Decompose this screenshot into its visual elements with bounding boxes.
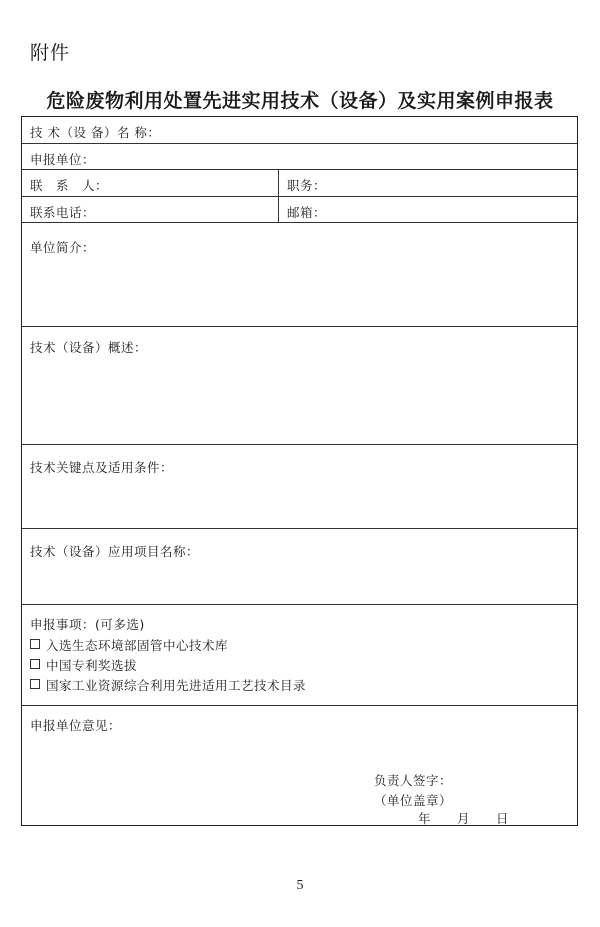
row-applicant (22, 144, 577, 170)
declaration-label: 申报事项：(可多选) (30, 617, 145, 632)
opinion-field[interactable] (22, 706, 577, 825)
position-label: 职务： (287, 178, 327, 193)
intro-label: 单位简介： (30, 240, 96, 255)
row-phone (22, 197, 577, 223)
project-name-label: 技术（设备）应用项目名称： (30, 544, 200, 559)
key-points-field[interactable] (22, 445, 577, 528)
date-label: 年 月 日 (418, 811, 510, 826)
contact-field[interactable] (22, 170, 278, 196)
intro-field[interactable] (22, 223, 577, 326)
row-overview (22, 327, 577, 445)
application-form (21, 116, 578, 826)
contact-label: 联 系 人： (30, 178, 109, 193)
option-label: 国家工业资源综合利用先进适用工艺技术目录 (46, 678, 307, 693)
form-title: 危险废物利用处置先进实用技术（设备）及实用案例申报表 (46, 90, 554, 112)
overview-label: 技术（设备）概述： (30, 340, 148, 355)
checkbox-icon[interactable] (30, 679, 40, 689)
key-points-label: 技术关键点及适用条件： (30, 460, 174, 475)
option-patent-award[interactable] (30, 656, 137, 674)
row-key-points (22, 445, 577, 529)
row-project-name (22, 529, 577, 605)
tech-name-field[interactable] (22, 117, 577, 143)
option-tech-library[interactable] (30, 636, 228, 654)
applicant-label: 申报单位： (30, 152, 96, 167)
row-declaration (22, 605, 577, 706)
row-tech-name (22, 117, 577, 144)
page-number: 5 (296, 878, 304, 893)
project-name-field[interactable] (22, 529, 577, 604)
email-field[interactable] (278, 197, 579, 222)
row-contact (22, 170, 577, 197)
opinion-label: 申报单位意见： (30, 718, 122, 733)
position-field[interactable] (278, 170, 579, 196)
row-intro (22, 223, 577, 327)
email-label: 邮箱： (287, 205, 327, 220)
phone-label: 联系电话： (30, 205, 96, 220)
option-industrial-catalog[interactable] (30, 676, 306, 694)
checkbox-icon[interactable] (30, 639, 40, 649)
row-opinion (22, 706, 577, 825)
checkbox-icon[interactable] (30, 659, 40, 669)
declaration-field (22, 605, 577, 705)
signature-label: 负责人签字： (374, 773, 453, 788)
option-label: 中国专利奖选拔 (46, 658, 138, 673)
option-label: 入选生态环境部固管中心技术库 (46, 638, 229, 653)
seal-label: （单位盖章） (374, 793, 453, 808)
overview-field[interactable] (22, 327, 577, 444)
attachment-label: 附件 (30, 42, 71, 64)
phone-field[interactable] (22, 197, 278, 222)
applicant-field[interactable] (22, 144, 577, 169)
tech-name-label: 技 术（设 备）名 称： (30, 125, 161, 140)
